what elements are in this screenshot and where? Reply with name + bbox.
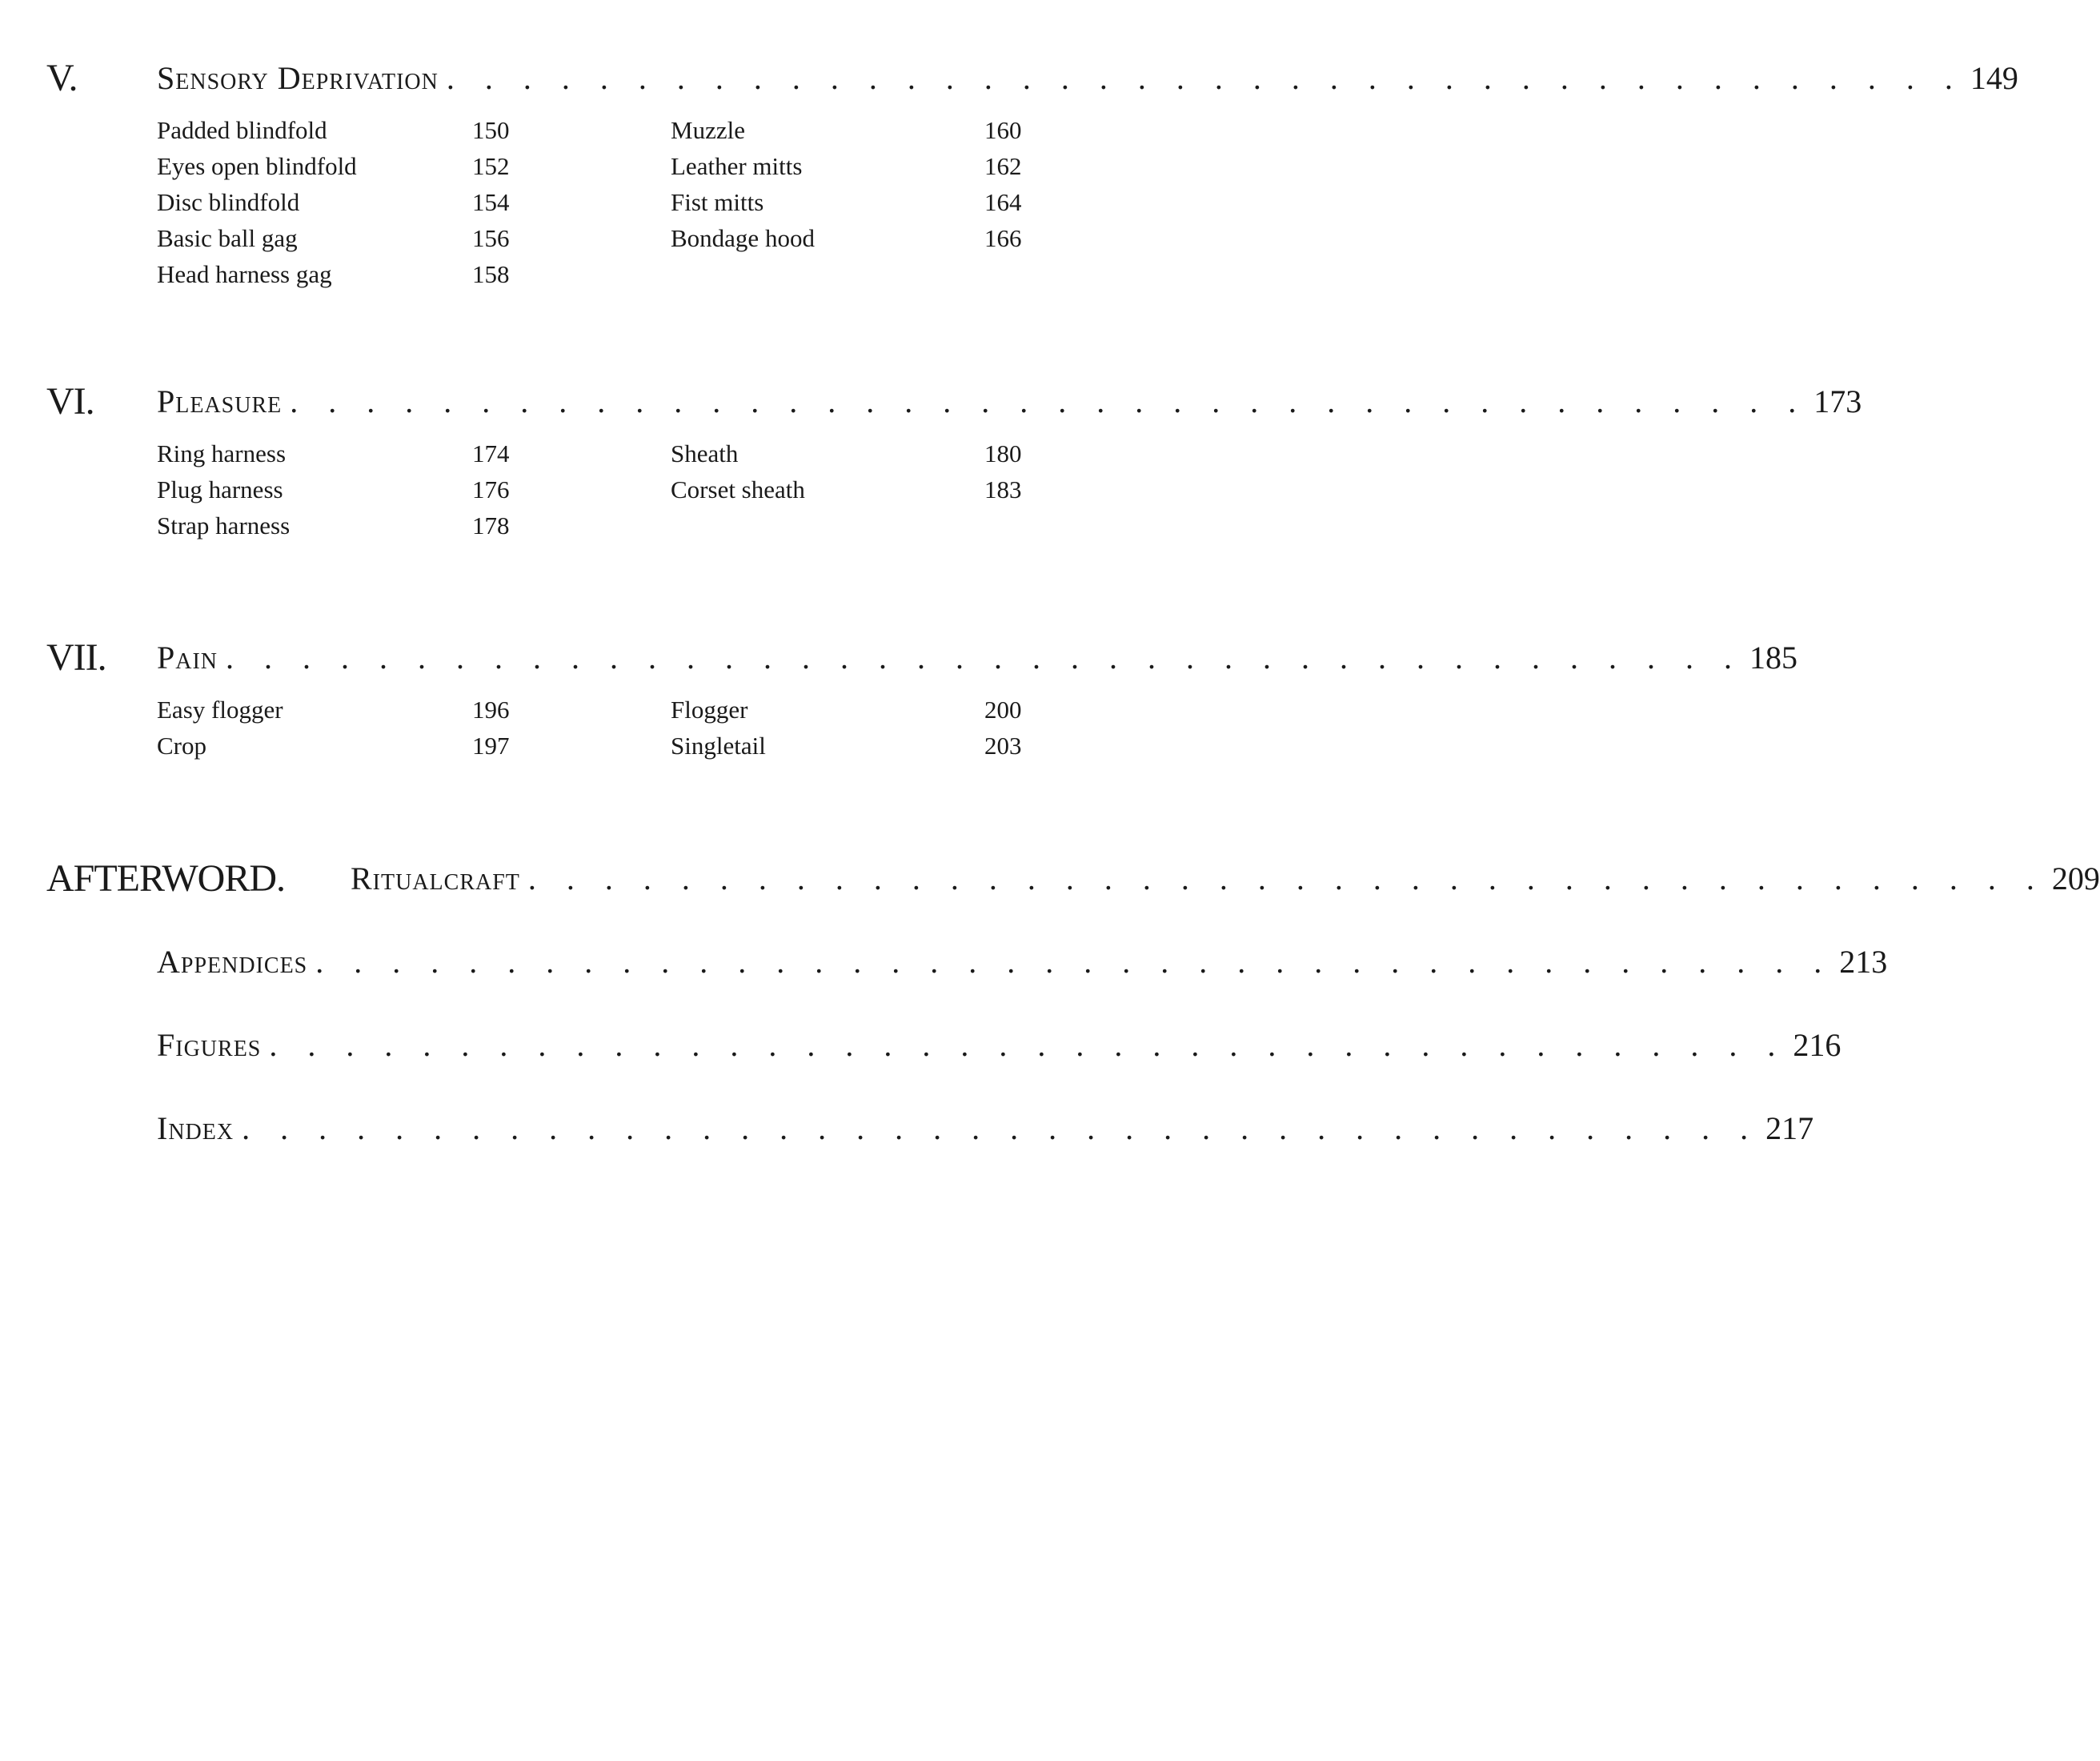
backmatter-heading bbox=[0, 1021, 1842, 1069]
entry-label: Basic ball gag bbox=[157, 224, 298, 252]
backmatter-heading bbox=[0, 1105, 1814, 1153]
entry-page: 150 bbox=[472, 116, 510, 144]
chapter-heading bbox=[0, 378, 1862, 426]
entry-page: 200 bbox=[984, 696, 1022, 724]
entry-page: 158 bbox=[472, 260, 510, 288]
backmatter-page-number: 213 bbox=[1839, 944, 1888, 980]
entry-page: 164 bbox=[984, 188, 1022, 216]
dot-leader: . . . . . . . . . . . . . . . . . . . . . . . . . . . . . . . . . . . . . . . . bbox=[269, 1027, 1787, 1063]
entry-label: Muzzle bbox=[671, 116, 745, 144]
backmatter-heading bbox=[0, 938, 1888, 986]
entry-label: Strap harness bbox=[157, 511, 291, 540]
entry-page: 180 bbox=[984, 439, 1022, 467]
entry-page: 166 bbox=[984, 224, 1022, 252]
backmatter-title[interactable]: Appendices bbox=[157, 944, 308, 980]
entry-label: Easy flogger bbox=[157, 696, 283, 724]
entry-label: Fist mitts bbox=[671, 188, 764, 216]
entry-label: Eyes open blindfold bbox=[157, 152, 357, 180]
dot-leader: . . . . . . . . . . . . . . . . . . . . . . . . . . . . . . . . . . . . . . . . bbox=[446, 60, 1964, 96]
dot-leader: . . . . . . . . . . . . . . . . . . . . . . . . . . . . . . . . . . . . . . . . bbox=[226, 640, 1744, 676]
entry-label: Corset sheath bbox=[671, 475, 805, 503]
entry-label: Leather mitts bbox=[671, 152, 803, 180]
afterword-title[interactable]: Ritualcraft bbox=[351, 860, 520, 897]
chapter-heading bbox=[0, 634, 1798, 682]
entry-page: 203 bbox=[984, 732, 1022, 760]
dot-leader: . . . . . . . . . . . . . . . . . . . . . . . . . . . . . . . . . . . . . . . . bbox=[290, 383, 1808, 419]
entry-label: Crop bbox=[157, 732, 206, 760]
entry-page: 160 bbox=[984, 116, 1022, 144]
backmatter-title[interactable]: Index bbox=[157, 1110, 234, 1146]
chapter-page-number: 149 bbox=[1970, 60, 2018, 96]
entry-label: Flogger bbox=[671, 696, 748, 724]
entry-label: Padded blindfold bbox=[157, 116, 327, 144]
entry-page: 154 bbox=[472, 188, 510, 216]
dot-leader: . . . . . . . . . . . . . . . . . . . . . . . . . . . . . . . . . . . . . . . . bbox=[527, 860, 2046, 897]
chapter-page-number: 173 bbox=[1813, 383, 1862, 419]
chapter-numeral: VI. bbox=[46, 380, 94, 423]
chapter-title[interactable]: Pleasure bbox=[157, 383, 283, 419]
entry-page: 174 bbox=[472, 439, 510, 467]
chapter-title[interactable]: Pain bbox=[157, 640, 218, 676]
chapter-page-number: 185 bbox=[1749, 640, 1798, 676]
entry-label: Sheath bbox=[671, 439, 739, 467]
chapter-heading bbox=[0, 54, 2018, 102]
entry-page: 156 bbox=[472, 224, 510, 252]
entry-label: Singletail bbox=[671, 732, 766, 760]
entry-page: 178 bbox=[472, 511, 510, 540]
afterword-heading bbox=[0, 855, 2100, 903]
chapter-title[interactable]: Sensory Deprivation bbox=[157, 60, 439, 96]
dot-leader: . . . . . . . . . . . . . . . . . . . . . . . . . . . . . . . . . . . . . . . . bbox=[242, 1110, 1760, 1146]
entry-page: 176 bbox=[472, 475, 510, 503]
afterword-page-number: 209 bbox=[2051, 860, 2100, 897]
backmatter-page-number: 216 bbox=[1793, 1027, 1842, 1063]
entry-page: 162 bbox=[984, 152, 1022, 180]
chapter-numeral: V. bbox=[46, 57, 78, 99]
entry-label: Plug harness bbox=[157, 475, 283, 503]
afterword-label: AFTERWORD. bbox=[46, 857, 286, 900]
backmatter-page-number: 217 bbox=[1765, 1110, 1814, 1146]
entry-page: 152 bbox=[472, 152, 510, 180]
entry-label: Disc blindfold bbox=[157, 188, 300, 216]
entry-page: 197 bbox=[472, 732, 510, 760]
entry-label: Ring harness bbox=[157, 439, 287, 467]
backmatter-title[interactable]: Figures bbox=[157, 1027, 262, 1063]
entry-page: 183 bbox=[984, 475, 1022, 503]
entry-label: Bondage hood bbox=[671, 224, 815, 252]
entry-page: 196 bbox=[472, 696, 510, 724]
dot-leader: . . . . . . . . . . . . . . . . . . . . . . . . . . . . . . . . . . . . . . . . bbox=[315, 944, 1833, 980]
chapter-numeral: VII. bbox=[46, 636, 106, 679]
entry-label: Head harness gag bbox=[157, 260, 332, 288]
